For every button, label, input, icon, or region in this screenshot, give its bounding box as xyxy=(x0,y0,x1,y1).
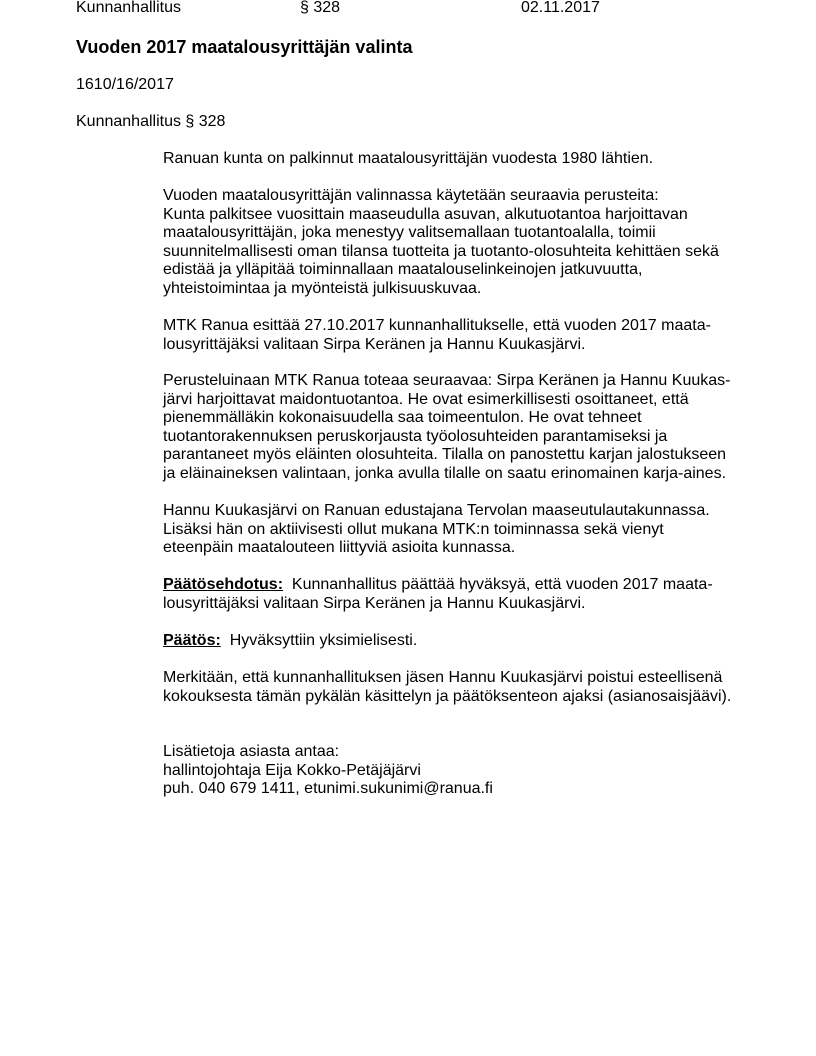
text-line: parantaneet myös eläinten olosuhteita. Tilalla on panostettu karjan jalostukseen xyxy=(163,446,727,464)
text-line: lousyrittäjäksi valitaan Sirpa Keränen ja Hannu Kuukasjärvi. xyxy=(163,335,586,353)
document-title: Vuoden 2017 maatalousyrittäjän valinta xyxy=(76,37,413,57)
text-line: yhteistoimintaa ja myönteistä julkisuuskuvaa. xyxy=(163,279,482,297)
text-line: kokouksesta tämän pykälän käsittelyn ja päätöksenteon ajaksi (asianosaisjäävi). xyxy=(163,687,732,705)
decision-proposal xyxy=(163,576,713,613)
text-line: MTK Ranua esittää 27.10.2017 kunnanhallitukselle, että vuoden 2017 maata- xyxy=(163,317,711,334)
paragraph-criteria xyxy=(163,187,719,299)
header-body: Kunnanhallitus xyxy=(76,0,181,16)
text-line: maatalousyrittäjän, joka menestyy valitsemallaan tuotantoalalla, toimii xyxy=(163,224,656,242)
text-line xyxy=(163,576,713,595)
text-line: pienemmälläkin kokonaisuudella saa toimeentulon. He ovat tehneet xyxy=(163,409,642,427)
text-line: Vuoden maatalousyrittäjän valinnassa käytetään seuraavia perusteita: xyxy=(163,187,659,204)
paragraph-reasoning xyxy=(163,372,730,484)
text-line: Lisätietoja asiasta antaa: xyxy=(163,743,340,760)
text-line: tuotantorakennuksen peruskorjausta työolosuhteiden parantamiseksi ja xyxy=(163,427,668,445)
text-line: eteenpäin maatalouteen liittyviä asioita kunnassa. xyxy=(163,539,516,557)
text-line: Hannu Kuukasjärvi on Ranuan edustajana Tervolan maaseutulautakunnassa. xyxy=(163,502,710,519)
text-line: puh. 040 679 1411, etunimi.sukunimi@ranua.fi xyxy=(163,780,493,798)
paragraph-mtk-proposal xyxy=(163,317,711,354)
text-line: järvi harjoittavat maidontuotantoa. He ovat esimerkillisesti osoittaneet, että xyxy=(163,390,689,408)
header-date: 02.11.2017 xyxy=(521,0,600,16)
decision-text: Hyväksyttiin yksimielisesti. xyxy=(229,632,418,649)
text-line: lousyrittäjäksi valitaan Sirpa Keränen ja Hannu Kuukasjärvi. xyxy=(163,594,586,612)
subheader: Kunnanhallitus § 328 xyxy=(76,113,226,130)
paragraph-intro xyxy=(163,150,653,169)
text-line: Ranuan kunta on palkinnut maatalousyrittäjän vuodesta 1980 lähtien. xyxy=(163,150,654,167)
decision-label: Päätös: xyxy=(163,632,221,649)
text-line: Perusteluinaan MTK Ranua toteaa seuraavaa: Sirpa Keränen ja Hannu Kuukas- xyxy=(163,372,731,389)
text-line: Kunta palkitsee vuosittain maaseudulla asuvan, alkutuotantoa harjoittavan xyxy=(163,205,688,223)
paragraph-hannu xyxy=(163,502,710,558)
proposal-text: Kunnanhallitus päättää hyväksyä, että vuoden 2017 maata- xyxy=(291,576,713,593)
decision xyxy=(163,632,417,651)
text-line xyxy=(163,632,417,651)
contact-info xyxy=(163,743,493,799)
proposal-label: Päätösehdotus: xyxy=(163,576,284,593)
text-line: edistää ja ylläpitää toiminnallaan maatalouselinkeinojen jatkuvuutta, xyxy=(163,261,643,279)
note xyxy=(163,669,731,706)
text-line: suunnitelmallisesti oman tilansa tuotteita ja tuotanto-olosuhteita kehittäen sekä xyxy=(163,242,719,260)
header-section: § 328 xyxy=(300,0,341,16)
text-line: Merkitään, että kunnanhallituksen jäsen Hannu Kuukasjärvi poistui esteellisenä xyxy=(163,669,723,686)
text-line: ja eläinaineksen valintaan, jonka avulla tilalle on saatu erinomainen karja-aines. xyxy=(163,464,727,482)
text-line: Lisäksi hän on aktiivisesti ollut mukana MTK:n toiminnassa sekä vienyt xyxy=(163,520,664,538)
text-line: hallintojohtaja Eija Kokko-Petäjäjärvi xyxy=(163,761,421,779)
record-id: 1610/16/2017 xyxy=(76,76,174,93)
